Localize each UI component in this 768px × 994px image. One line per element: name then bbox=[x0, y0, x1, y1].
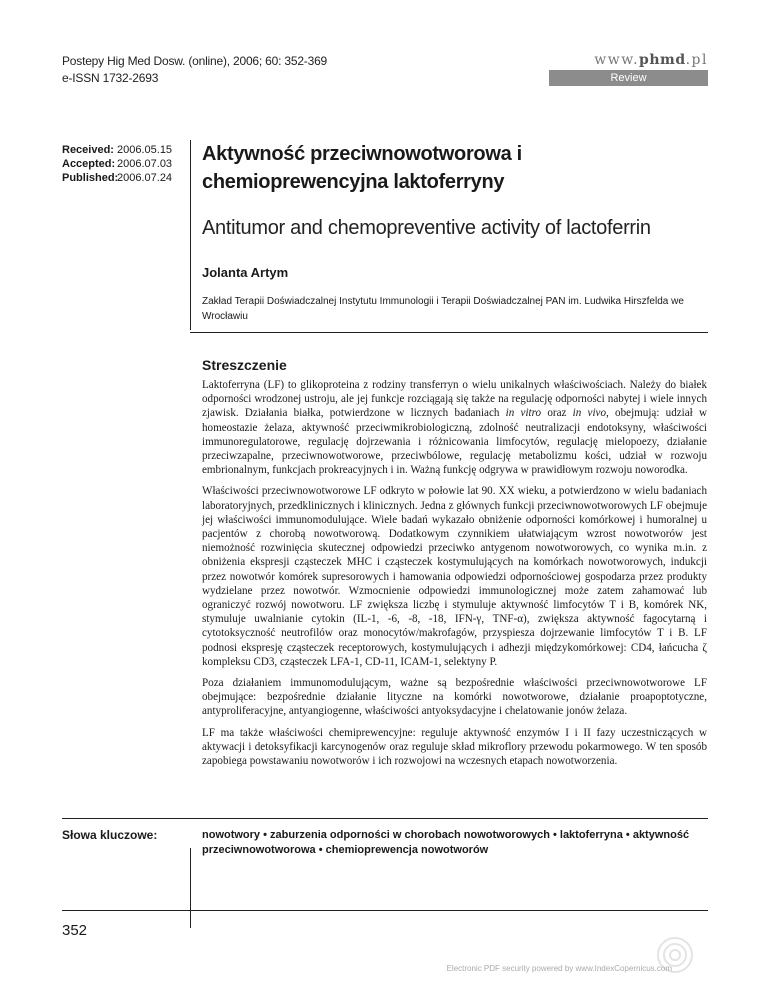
publication-dates bbox=[62, 143, 172, 185]
abstract-paragraph-1: Laktoferryna (LF) to glikoproteina z rodziny transferryn o wielu unikalnych właściwościach. Należy do białek odporności wrodzonej ustroju, ale jej funkcje rozciągają się także na regulację odporności nabytej i wiele innych zjawisk. Działania białka, potwierdzone w licznych badaniach in vitro oraz in vivo, obejmują: udział w homeostazie żelaza, aktywność przeciwmikrobiologiczną, zdolność neutralizacji endotoksyny, właściwości immunoregulatorowe, regulację dojrzewania i różnicowania limfocytów, regulację mielopoezy, działanie przeciwzapalne, przeciwnowotworowe, przeciwbólowe, regulację metabolizmu kości, udział w rozwoju embrionalnym, funkcjach prokreacyjnych i in. Ważną funkcję odgrywa w prawidłowym rozwoju noworodka. bbox=[202, 379, 708, 477]
author-name: Jolanta Artym bbox=[202, 265, 289, 280]
journal-citation bbox=[62, 53, 327, 87]
article-type-badge: Review bbox=[549, 70, 708, 86]
journal-site-block bbox=[549, 52, 708, 86]
divider-horizontal-keywords bbox=[62, 818, 708, 819]
date-accepted: Accepted: 2006.07.03 bbox=[62, 158, 173, 170]
footer-security-note: Electronic PDF security powered by www.IndexCopernicus.com bbox=[446, 964, 672, 973]
title-english: Antitumor and chemopreventive activity of lactoferrin bbox=[202, 217, 651, 239]
abstract-heading: Streszczenie bbox=[202, 357, 287, 373]
divider-vertical-top bbox=[190, 140, 191, 330]
abstract-paragraph-2: Właściwości przeciwnowotworowe LF odkryto w połowie lat 90. XX wieku, a potwierdzono w wielu badaniach laboratoryjnych, przedklinicznych i klinicznych. Jedna z głównych funkcji przeciwnowotworowych LF obejmuje jej właściwości immunomodulujące. Wiele badań wykazało obniżenie odporności komórkowej i humoralnej u pacjentów z chorobą nowotworową. Dodatkowym czynnikiem ułatwiającym wzrost nowotworów jest niemożność rozwinięcia skutecznej odpowiedzi przeciwko antygenom nowotworowych, co wynika m.in. z obniżenia ekspresji cząsteczek MHC i cząsteczek kostymulujących na komórkach nowotworowych, indukcji przez nowotwór komórek supresorowych i hamowania odpowiedzi odpornościowej gospodarza przez produkty wydzielane przez nowotwór. Wzmocnienie odpowiedzi immunologicznej może zatem zahamować lub ograniczyć rozwój nowotworu. LF zwiększa liczbę i stymuluje aktywność limfocytów T i B, komórek NK, stymuluje uwalnianie cytokin (IL-1, -6, -8, -18, IFN-γ, TNF-α), zwiększa aktywność fagocytarną i cytotoksyczność neutrofilów oraz monocytów/makrofagów, przyspiesza dojrzewanie limfocytów T i B. LF podnosi ekspresję cząsteczek receptorowych, kostymulujących i adhezji międzykomórkowej: CD4, łańcucha ζ kompleksu CD3, cząsteczek LFA-1, CD-11, ICAM-1, selektyny P. bbox=[202, 485, 707, 668]
date-received: Received: 2006.05.15 bbox=[62, 144, 173, 156]
divider-vertical-bottom bbox=[190, 848, 191, 928]
journal-site-link[interactable]: www.phmd.pl bbox=[594, 52, 708, 68]
page-number: 352 bbox=[62, 922, 88, 939]
keywords-label: Słowa kluczowe: bbox=[62, 828, 158, 842]
author-affiliation: Zakład Terapii Doświadczalnej Instytutu Immunologii i Terapii Doświadczalnej PAN im. Ludwika Hirszfelda we Wrocławiu bbox=[202, 296, 684, 322]
abstract-body bbox=[202, 378, 707, 775]
date-published: Published: 2006.07.24 bbox=[62, 172, 173, 184]
journal-line-2: e-ISSN 1732-2693 bbox=[62, 71, 159, 85]
abstract-paragraph-3: Poza działaniem immunomodulującym, ważne są bezpośrednie właściwości przeciwnowotworowe LF obejmujące: bezpośrednie działanie lityczne na komórki nowotworowe, działanie proapoptotyczne, antyproliferacyjne, antyangiogenne, właściwości antyoksydacyjne i chelatowanie jonów żelaza. bbox=[202, 677, 707, 718]
journal-line-1: Postepy Hig Med Dosw. (online), 2006; 60: 352-369 bbox=[62, 54, 328, 68]
abstract-paragraph-4: LF ma także właściwości chemiprewencyjne: reguluje aktywność enzymów I i II fazy uczestniczących w aktywacji i detoksyfikacji karcynogenów oraz reguluje skład mikroflory przewodu pokarmowego. W ten sposób zapobiega powstawaniu nowotworów i ich rozwojowi na wczesnych etapach nowotworzenia. bbox=[202, 726, 707, 768]
keywords-text: nowotwory • zaburzenia odporności w chorobach nowotworowych • laktoferryna • aktywność przeciwnowotworowa • chemioprewencja nowotworów bbox=[202, 829, 690, 856]
title-polish: Aktywność przeciwnowotworowa i chemioprewencyjna laktoferryny bbox=[202, 143, 522, 193]
divider-horizontal-top bbox=[190, 332, 708, 333]
divider-horizontal-bottom bbox=[62, 910, 708, 911]
